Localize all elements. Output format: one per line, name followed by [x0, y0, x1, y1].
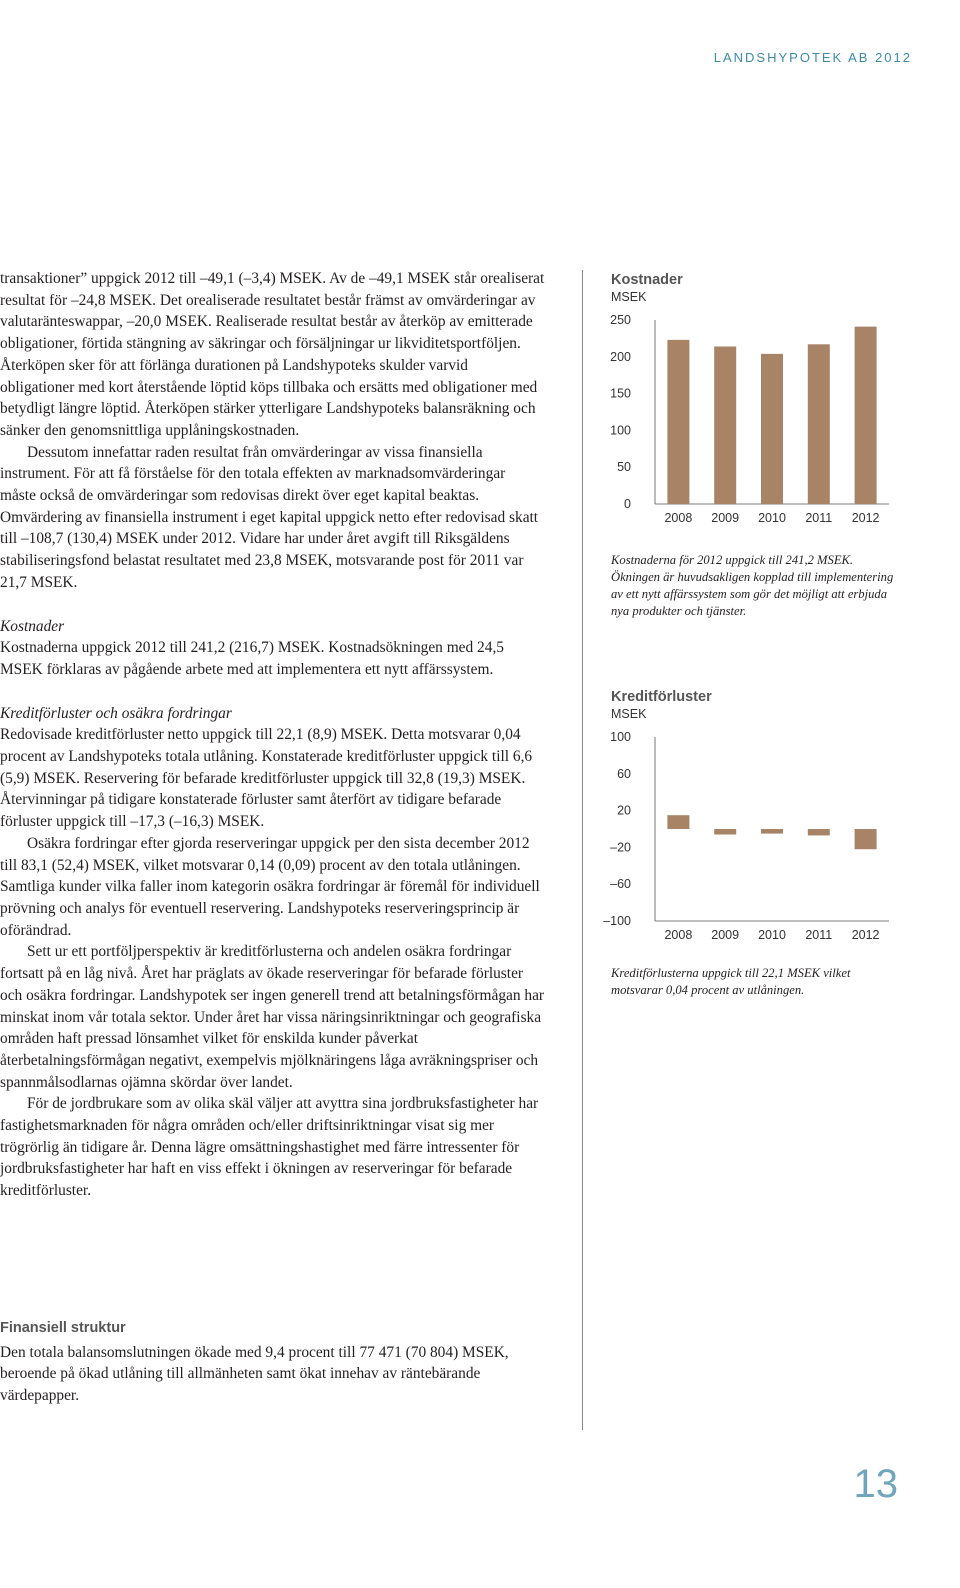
y-tick-label: 200 — [610, 349, 631, 364]
y-tick-label: 20 — [617, 803, 631, 818]
page-number: 13 — [853, 1462, 898, 1506]
y-tick-label: 100 — [610, 730, 631, 744]
bar-2012 — [855, 829, 877, 849]
chart-unit: MSEK — [611, 290, 647, 304]
x-tick-label: 2008 — [664, 928, 693, 942]
bar-2008 — [667, 815, 689, 829]
paragraph: Osäkra fordringar efter gjorda reserveringar uppgick per den sista december 2012 till 83,1 (52,4) MSEK, vilket motsvarar 0,14 (0,09) procent av den totala utlåningen. Samtliga kunder vilka faller inom kategorin osäkra fordringar är föremål för individuell prövning och analys för eventuell reservering. Landshypoteks reserveringsprincip är oförändrad. — [0, 834, 540, 939]
bar-2011 — [808, 829, 830, 835]
paragraph: För de jordbrukare som av olika skäl väljer att avyttra sina jordbruksfastigheter har fastighetsmarknaden för några områden och/eller driftsinriktningar visat sig mer trögrörlig än tidigare år. Denna lägre omsättningshastighet med färre intressenter för jordbruksfastigheter har haft en viss effekt i ökningen av reserveringar för befarade kreditförluster. — [0, 1095, 539, 1200]
x-tick-label: 2009 — [711, 511, 740, 525]
paragraph: Sett ur ett portföljperspektiv är kreditförlusterna och andelen osäkra fordringar fortsatt på en låg nivå. Året har präglats av ökade reserveringar för befarade förluster och osäkra fordringar. Landshypotek ser ingen generell trend att betalningsförmågan har minskat inom vår totala sektor. Under året har vissa näringsinriktningar och geografiska områden haft pressad lönsamhet vilket för enskilda kunder påverkat återbetalningsförmågan negativt, exempelvis mjölknäringens låga avräkningspriser och spannmålsodlarnas ojämna skördar över landet. — [0, 943, 545, 1091]
paragraph: Redovisade kreditförluster netto uppgick till 22,1 (8,9) MSEK. Detta motsvarar 0,04 procent av Landshypoteks totala utlåning. Konstaterade kreditförluster uppgick till 6,6 (5,9) MSEK. Reservering för befarade kreditförluster uppgick till 32,8 (19,3) MSEK. Återvinningar på tidigare konstaterade förluster samt återfört av tidigare befarade förluster uppgick till –17,3 (–16,3) MSEK. — [0, 726, 533, 831]
chart-title: Kostnader — [611, 272, 683, 288]
bar-2010 — [761, 829, 783, 834]
bar-2012 — [855, 327, 877, 504]
kreditforluster-bar-chart — [603, 729, 901, 959]
chart-caption: Kreditförlusterna uppgick till 22,1 MSEK vilket motsvarar 0,04 procent av utlåningen. — [611, 966, 851, 997]
bar-2009 — [714, 829, 736, 835]
y-tick-label: –100 — [603, 914, 631, 928]
x-tick-label: 2008 — [664, 511, 693, 525]
column-divider — [582, 270, 583, 1430]
y-tick-label: 0 — [624, 497, 631, 511]
running-header: LANDSHYPOTEK AB 2012 — [713, 50, 912, 65]
bar-2010 — [761, 354, 783, 504]
chart-caption: Kostnaderna för 2012 uppgick till 241,2 MSEK. Ökningen är huvudsakligen kopplad till implementering av ett nytt affärssystem som gör det möjligt att erbjuda nya produkter och tjänster. — [611, 553, 894, 618]
x-tick-label: 2010 — [758, 511, 786, 525]
section-heading-kreditforluster: Kreditförluster och osäkra fordringar — [0, 704, 232, 722]
section-heading-kostnader: Kostnader — [0, 617, 65, 635]
section-heading-finansiell: Finansiell struktur — [0, 1320, 126, 1336]
paragraph: Dessutom innefattar raden resultat från omvärderingar av vissa finansiella instrument. För att få förståelse för den totala effekten av marknadsomvärderingar måste också de omvärderingar som redovisas direkt över eget kapital beaktas. Omvärdering av finansiella instrument i eget kapital uppgick netto efter redovisad skatt till –108,7 (130,4) MSEK under 2012. Vidare har under året avgift till Riksgäldens stabiliseringsfond belastat resultatet med 23,8 MSEK, motsvarande post för 2011 var 21,7 MSEK. — [0, 443, 539, 591]
x-tick-label: 2012 — [851, 511, 880, 525]
bar-2008 — [667, 340, 689, 504]
y-tick-label: 60 — [617, 766, 631, 781]
y-tick-label: 150 — [610, 386, 631, 401]
kostnader-chart — [610, 272, 911, 618]
x-tick-label: 2009 — [711, 928, 740, 942]
bar-2011 — [808, 344, 830, 504]
y-tick-label: 100 — [610, 423, 631, 438]
kreditforluster-chart — [603, 689, 911, 997]
y-tick-label: –60 — [610, 877, 631, 892]
kostnader-bar-chart — [611, 312, 901, 542]
chart-unit: MSEK — [611, 707, 647, 721]
y-tick-label: 250 — [610, 313, 631, 327]
x-tick-label: 2011 — [805, 511, 833, 525]
x-tick-label: 2011 — [805, 928, 833, 942]
main-text-column — [0, 268, 545, 1202]
paragraph: Den totala balansomslutningen ökade med 9,4 procent till 77 471 (70 804) MSEK, beroende på ökad utlåning till allmänheten samt ökat innehav av räntebärande värdepapper. — [0, 1343, 509, 1405]
bar-2009 — [714, 346, 736, 504]
paragraph: Kostnaderna uppgick 2012 till 241,2 (216,7) MSEK. Kostnadsökningen med 24,5 MSEK förklaras av pågående arbete med att implementera ett nytt affärssystem. — [0, 639, 504, 678]
x-tick-label: 2010 — [758, 928, 786, 942]
x-tick-label: 2012 — [851, 928, 880, 942]
y-tick-label: –20 — [610, 840, 631, 855]
chart-title: Kreditförluster — [611, 689, 712, 705]
y-tick-label: 50 — [617, 460, 631, 475]
finansiell-struktur-section — [0, 1318, 560, 1407]
paragraph: transaktioner” uppgick 2012 till –49,1 (–3,4) MSEK. Av de –49,1 MSEK står orealiserat resultat för –24,8 MSEK. Det orealiserade resultatet består främst av omvärderingar av valutaränteswappar, –20,0 MSEK. Realiserade resultat består av återköp av emitterade obligationer, förtida stängning av säkringar och försäljningar ur likviditetsportföljen. Återköpen sker för att förlänga durationen på Landshypoteks skulder varvid obligationer med kort återstående löptid köps tillbaka och ersätts med obligationer med betydligt längre löptid. Återköpen stärker ytterligare Landshypoteks balansräkning och sänker den genomsnittliga upplåningskostnaden. — [0, 270, 545, 439]
